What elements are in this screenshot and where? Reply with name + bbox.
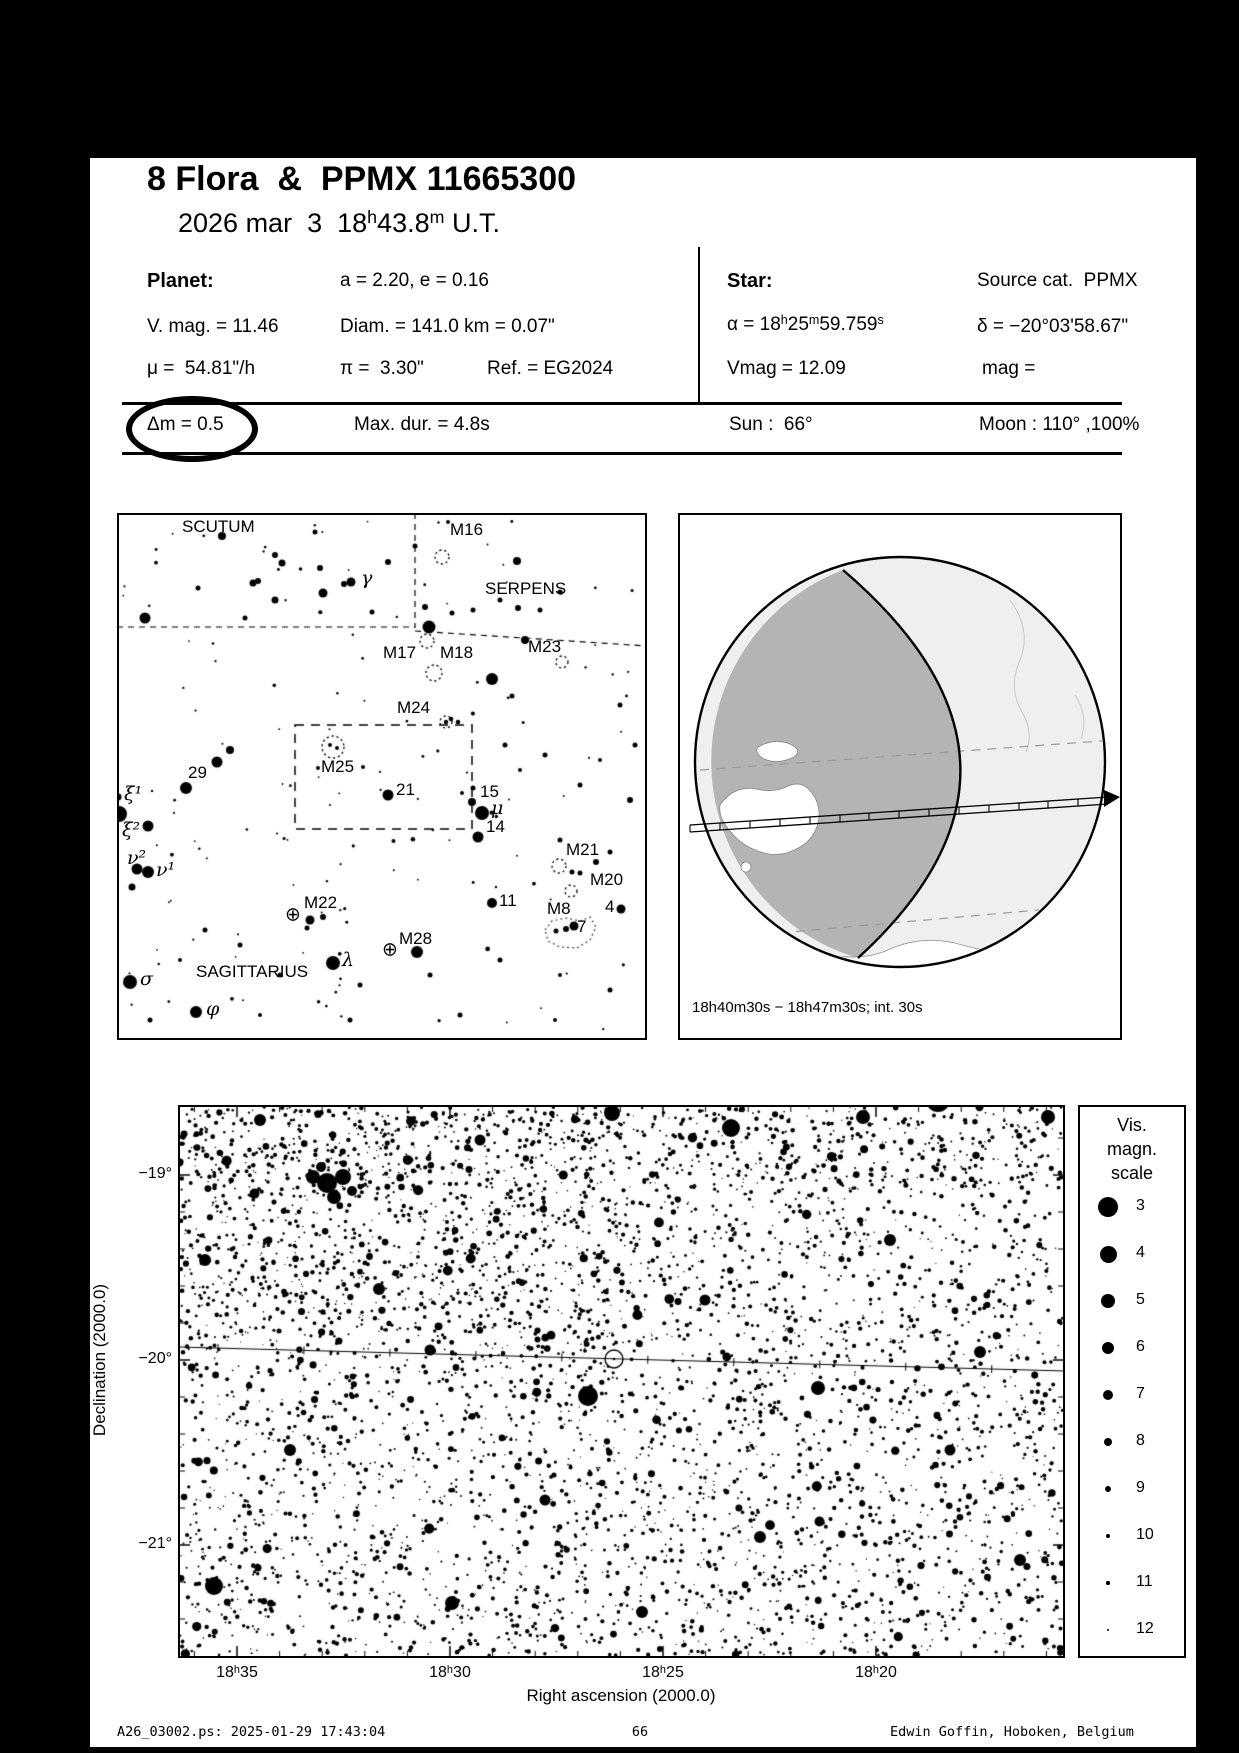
table-rule-top xyxy=(122,402,1122,405)
finder-label-15: 15 xyxy=(480,782,499,801)
y-tick-label-−19°: −19° xyxy=(138,1165,172,1182)
planet-vmag: V. mag. = 11.46 xyxy=(147,316,279,337)
finder-label-ν²: ν² xyxy=(127,847,147,869)
magnitude-legend xyxy=(1078,1105,1186,1658)
starfield-plot xyxy=(178,1105,1065,1658)
finder-label-ξ¹: ξ¹ xyxy=(124,783,143,805)
magnitude-dot xyxy=(1102,1342,1114,1354)
legend-entry-mag-8 xyxy=(1080,1426,1184,1458)
legend-entry-label: 4 xyxy=(1136,1244,1145,1261)
finder-label-11: 11 xyxy=(499,891,517,910)
event-date: 2026 mar 3 18$^h$43.8$^m$ U.T. xyxy=(178,207,500,238)
magnitude-dot xyxy=(1098,1197,1118,1217)
star-heading: Star: xyxy=(727,270,773,292)
table-divider xyxy=(698,247,700,402)
finder-label-M20: M20 xyxy=(590,870,624,889)
antarctica-landmass xyxy=(740,940,1100,995)
legend-entry-label: 3 xyxy=(1136,1197,1145,1214)
table-rule-bottom xyxy=(122,452,1122,455)
legend-entry-label: 9 xyxy=(1136,1479,1145,1496)
sun-elongation: Sun : 66° xyxy=(729,414,813,435)
footer-page-number: 66 xyxy=(631,1724,649,1740)
y-axis-title: Declination (2000.0) xyxy=(90,1283,109,1437)
planet-parallax: π = 3.30" xyxy=(340,358,424,379)
finder-label-λ: λ xyxy=(342,949,355,971)
y-tick-label-−20°: −20° xyxy=(138,1350,172,1367)
legend-entry-mag-11 xyxy=(1080,1567,1184,1599)
footer-author: Edwin Goffin, Hoboken, Belgium xyxy=(890,1724,1134,1740)
page-title: 8 Flora & PPMX 11665300 xyxy=(147,160,577,198)
legend-entry-mag-10 xyxy=(1080,1520,1184,1552)
starfield-canvas xyxy=(180,1107,1063,1656)
cluster-marker-icon: ⊕ xyxy=(382,939,398,961)
new-guinea-landmass xyxy=(757,741,798,761)
legend-entry-label: 7 xyxy=(1136,1385,1145,1402)
magnitude-dot xyxy=(1100,1246,1117,1263)
finder-label-14: 14 xyxy=(486,817,505,836)
path-arrow-icon xyxy=(1104,790,1120,807)
planet-heading: Planet: xyxy=(147,270,214,292)
star-source-catalog: Source cat. PPMX xyxy=(977,270,1138,291)
magnitude-dot xyxy=(1106,1581,1109,1584)
magnitude-dot xyxy=(1107,1629,1109,1631)
magnitude-drop: Δm = 0.5 xyxy=(147,414,224,435)
finder-label-γ: γ xyxy=(361,567,373,589)
star-vmag: Vmag = 12.09 xyxy=(727,358,846,379)
magnitude-dot xyxy=(1104,1438,1112,1446)
planet-motion: μ = 54.81"/h xyxy=(147,358,256,379)
legend-title-line2: magn. xyxy=(1106,1139,1158,1159)
finder-label-4: 4 xyxy=(605,897,615,916)
legend-entry-mag-6 xyxy=(1080,1332,1184,1364)
finder-label-SCUTUM: SCUTUM xyxy=(182,517,255,536)
finder-label-M8: M8 xyxy=(547,899,571,918)
magnitude-dot xyxy=(1105,1486,1111,1492)
sheet-page xyxy=(90,158,1196,1747)
legend-entry-mag-4 xyxy=(1080,1238,1184,1270)
legend-entry-label: 6 xyxy=(1136,1338,1145,1355)
legend-entry-mag-9 xyxy=(1080,1473,1184,1505)
magnitude-dot xyxy=(1106,1534,1111,1539)
x-tick-label-18ʰ35: 18ʰ35 xyxy=(216,1664,258,1681)
legend-entry-label: 11 xyxy=(1136,1573,1153,1590)
max-duration: Max. dur. = 4.8s xyxy=(354,414,490,435)
finder-label-ν¹: ν¹ xyxy=(156,859,176,881)
finder-label-M17: M17 xyxy=(383,643,417,662)
legend-entry-label: 10 xyxy=(1136,1526,1154,1543)
cluster-marker-icon: ⊕ xyxy=(285,904,301,926)
finder-label-φ: φ xyxy=(206,998,220,1020)
legend-title-line3: scale xyxy=(1110,1163,1154,1183)
x-tick-label-18ʰ20: 18ʰ20 xyxy=(855,1664,897,1681)
finder-label-ξ²: ξ² xyxy=(122,819,141,841)
finder-label-SERPENS: SERPENS xyxy=(485,579,567,598)
finder-label-21: 21 xyxy=(396,780,415,799)
legend-entry-mag-3 xyxy=(1080,1191,1184,1223)
finder-label-M23: M23 xyxy=(528,637,562,656)
legend-entry-label: 8 xyxy=(1136,1432,1145,1449)
magnitude-dot xyxy=(1103,1390,1113,1400)
earth-globe-map xyxy=(680,515,1120,1038)
magnitude-dot xyxy=(1101,1294,1115,1308)
legend-entry-mag-7 xyxy=(1080,1379,1184,1411)
finder-label-M21: M21 xyxy=(566,840,600,859)
finder-label-M18: M18 xyxy=(440,643,474,662)
finder-label-μ: μ xyxy=(491,797,504,819)
finder-label-7: 7 xyxy=(577,917,587,936)
globe-panel xyxy=(678,513,1122,1040)
legend-entry-mag-12 xyxy=(1080,1614,1184,1646)
tasmania-landmass xyxy=(741,862,751,872)
footer-file-info: A26_03002.ps: 2025-01-29 17:43:04 xyxy=(117,1724,386,1740)
finder-chart-panel xyxy=(117,513,647,1040)
x-tick-label-18ʰ30: 18ʰ30 xyxy=(429,1664,471,1681)
finder-label-M25: M25 xyxy=(321,757,355,776)
finder-label-M22: M22 xyxy=(304,893,338,912)
moon-elongation: Moon : 110° ,100% xyxy=(979,414,1140,435)
finder-label-M28: M28 xyxy=(399,929,433,948)
planet-diameter: Diam. = 141.0 km = 0.07" xyxy=(340,316,555,337)
y-tick-label-−21°: −21° xyxy=(138,1535,172,1552)
legend-title-line1: Vis. xyxy=(1117,1115,1147,1135)
star-mag: mag = xyxy=(982,358,1036,379)
planet-orbital-elements: a = 2.20, e = 0.16 xyxy=(340,270,489,291)
finder-label-σ: σ xyxy=(140,968,153,990)
finder-label-29: 29 xyxy=(188,763,207,782)
finder-label-M16: M16 xyxy=(450,520,484,539)
legend-entry-label: 5 xyxy=(1136,1291,1145,1308)
legend-entry-mag-5 xyxy=(1080,1285,1184,1317)
legend-entry-label: 12 xyxy=(1136,1620,1154,1637)
star-right-ascension: $\alpha = 18^h25^m59.759^s$ xyxy=(727,312,884,335)
x-tick-label-18ʰ25: 18ʰ25 xyxy=(642,1664,684,1681)
x-axis-title: Right ascension (2000.0) xyxy=(526,1686,716,1705)
finder-label-SAGITTARIUS: SAGITTARIUS xyxy=(196,962,309,981)
planet-reference: Ref. = EG2024 xyxy=(487,358,614,379)
star-declination: δ = −20°03'58.67" xyxy=(977,316,1129,337)
finder-label-M24: M24 xyxy=(397,698,431,717)
globe-time-caption: 18h40m30s − 18h47m30s; int. 30s xyxy=(692,999,923,1016)
